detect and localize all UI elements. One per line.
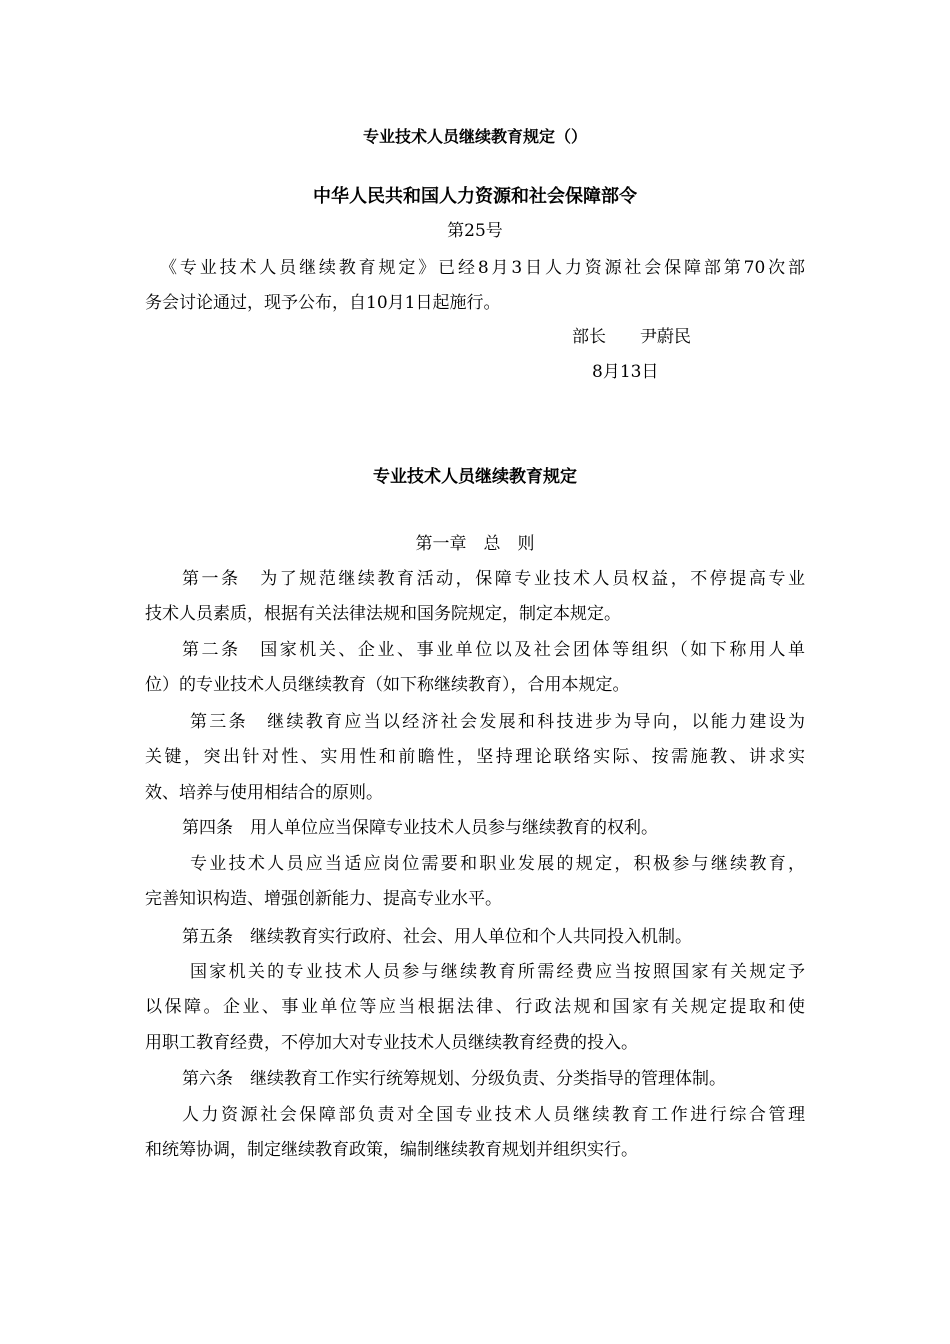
promulgation-line-1: 《专业技术人员继续教育规定》已经8月3日人力资源社会保障部第70次部 (160, 258, 805, 278)
article-5-line-4: 用职工教育经费，不停加大对专业技术人员继续教育经费的投入。 (145, 1033, 638, 1053)
chapter-heading: 第一章 总 则 (415, 534, 535, 554)
article-4-line-3: 完善知识构造、增强创新能力、提高专业水平。 (145, 889, 502, 909)
article-5-line-1: 第五条 继续教育实行政府、社会、用人单位和个人共同投入机制。 (182, 927, 692, 947)
article-4-line-2: 专业技术人员应当适应岗位需要和职业发展的规定，积极参与继续教育， (190, 854, 805, 874)
signer: 部长 尹蔚民 (572, 327, 691, 347)
decree-number: 第25号 (447, 221, 503, 241)
promulgation-line-2: 务会讨论通过，现予公布，自10月1日起施行。 (145, 293, 501, 313)
article-3-line-1: 第三条 继续教育应当以经济社会发展和科技进步为导向，以能力建设为 (190, 712, 805, 732)
article-1-line-1: 第一条 为了规范继续教育活动，保障专业技术人员权益，不停提高专业 (182, 569, 805, 589)
article-5-line-2: 国家机关的专业技术人员参与继续教育所需经费应当按照国家有关规定予 (190, 962, 805, 982)
article-3-line-3: 效、培养与使用相结合的原则。 (145, 783, 383, 803)
article-6-line-3: 和统筹协调，制定继续教育政策，编制继续教育规划并组织实行。 (145, 1140, 638, 1160)
article-5-line-3: 以保障。企业、事业单位等应当根据法律、行政法规和国家有关规定提取和使 (145, 997, 805, 1017)
document-title: 专业技术人员继续教育规定（） (362, 127, 587, 146)
article-6-line-2: 人力资源社会保障部负责对全国专业技术人员继续教育工作进行综合管理 (182, 1105, 805, 1125)
decree-title: 中华人民共和国人力资源和社会保障部令 (313, 186, 637, 207)
signing-date: 8月13日 (592, 362, 659, 382)
regulation-title: 专业技术人员继续教育规定 (373, 467, 577, 487)
article-1-line-2: 技术人员素质，根据有关法律法规和国务院规定，制定本规定。 (145, 604, 621, 624)
article-2-line-1: 第二条 国家机关、企业、事业单位以及社会团体等组织（如下称用人单 (182, 640, 805, 660)
article-2-line-2: 位）的专业技术人员继续教育（如下称继续教育），合用本规定。 (145, 675, 630, 695)
article-4-line-1: 第四条 用人单位应当保障专业技术人员参与继续教育的权利。 (182, 818, 658, 838)
article-3-line-2: 关键，突出针对性、实用性和前瞻性，坚持理论联络实际、按需施教、讲求实 (145, 747, 805, 767)
article-6-line-1: 第六条 继续教育工作实行统筹规划、分级负责、分类指导的管理体制。 (182, 1069, 726, 1089)
